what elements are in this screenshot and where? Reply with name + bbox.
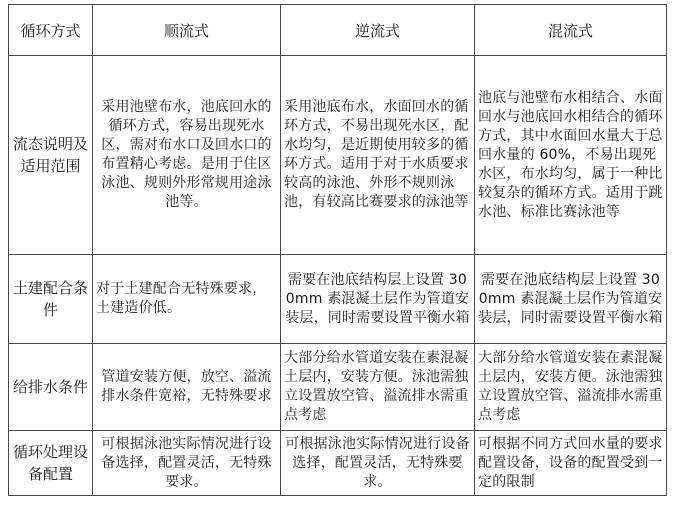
- table-row: [9, 431, 667, 496]
- row-label: 循环处理设备配置: [9, 431, 93, 496]
- table-row: [9, 344, 667, 431]
- table-cell: 可根据泳池实际情况进行设备选择，配置灵活，无特殊要求。: [281, 431, 475, 496]
- table-cell: 池底与池壁布水相结合、水面回水与池底回水相结合的循环方式，其中水面回水量大于总回水量的 60%，不易出现死水区，布水均匀，属于一种比较复杂的循环方式。适用于跳水池、标准比赛泳池等: [475, 56, 667, 255]
- table-cell: 大部分给水管道安装在素混凝土层内，安装方便。泳池需独立设置放空管、溢流排水需重点考虑: [281, 344, 475, 431]
- table-cell: 可根据泳池实际情况进行设备选择，配置灵活，无特殊要求。: [93, 431, 281, 496]
- row-label: 给排水条件: [9, 344, 93, 431]
- comparison-table: [8, 4, 667, 496]
- table-cell: 需要在池底结构层上设置 300mm 素混凝土层作为管道安装层，同时需要设置平衡水箱: [281, 255, 475, 344]
- table-cell: 采用池壁布水，池底回水的循环方式，容易出现死水区，需对布水口及回水口的布置精心考虑。是用于住区泳池、规则外形常规用途泳池等。: [93, 56, 281, 255]
- table-row: [9, 255, 667, 344]
- row-label: 土建配合条件: [9, 255, 93, 344]
- table-cell: 管道安装方便，放空、溢流排水条件宽裕，无特殊要求: [93, 344, 281, 431]
- row-label: 流态说明及适用范围: [9, 56, 93, 255]
- header-cell-mixed: 混流式: [475, 5, 667, 56]
- table-cell: 对于土建配合无特殊要求，土建造价低。: [93, 255, 281, 344]
- header-cell-upflow: 逆流式: [281, 5, 475, 56]
- table-cell: 需要在池底结构层上设置 300mm 素混凝土层作为管道安装层，同时需要设置平衡水箱: [475, 255, 667, 344]
- header-row: [9, 5, 667, 56]
- table-cell: 可根据不同方式回水量的要求配置设备，设备的配置受到一定的限制: [475, 431, 667, 496]
- header-cell-downflow: 顺流式: [93, 5, 281, 56]
- table-cell: 大部分给水管道安装在素混凝土层内，安装方便。泳池需独立设置放空管、溢流排水需重点考虑: [475, 344, 667, 431]
- table-row: [9, 56, 667, 255]
- table-cell: 采用池底布水，水面回水的循环方式，不易出现死水区，配水均匀，是近期使用较多的循环方式。适用于对于水质要求较高的泳池、外形不规则泳池，有较高比赛要求的泳池等: [281, 56, 475, 255]
- header-cell-mode: 循环方式: [9, 5, 93, 56]
